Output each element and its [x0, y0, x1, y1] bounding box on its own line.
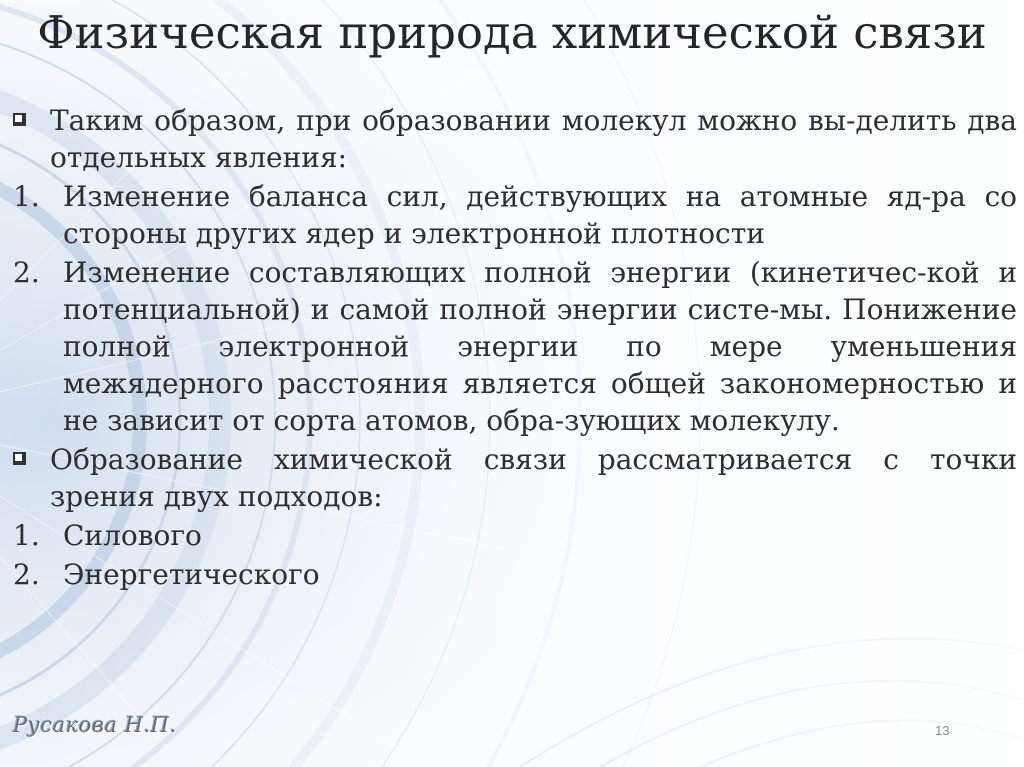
numbered-item — [13, 254, 1017, 439]
list-number: 2. — [13, 256, 40, 289]
list-number: 1. — [13, 180, 40, 213]
slide-title: Физическая природа химической связи — [37, 6, 987, 59]
list-number: 1. — [13, 519, 40, 552]
list-item-text: Силового — [63, 519, 202, 552]
hollow-square-bullet-icon — [13, 452, 26, 465]
page-number: 13 — [935, 723, 950, 738]
list-item-text: Энергетического — [63, 558, 320, 591]
bullet-item — [13, 441, 1017, 515]
list-number: 2. — [13, 558, 40, 591]
numbered-item — [13, 178, 1017, 252]
hollow-square-bullet-icon — [13, 113, 26, 126]
slide-body — [13, 102, 1017, 593]
author-signature: Русакова Н.П. — [13, 713, 177, 737]
bullet-text: Образование химической связи рассматривается с точки зрения двух подходов: — [50, 443, 1017, 513]
numbered-item — [13, 517, 1017, 554]
numbered-item — [13, 556, 1017, 593]
bullet-item — [13, 102, 1017, 176]
bullet-text: Таким образом, при образовании молекул можно вы-делить два отдельных явления: — [50, 104, 1017, 174]
list-item-text: Изменение составляющих полной энергии (кинетичес-кой и потенциальной) и самой полной энергии систе-мы. Понижение полной электронной энергии по мере уменьшения межядерного расстояния является общей закономерностью и не зависит от сорта атомов, обра-зующих молекулу. — [63, 256, 1017, 437]
list-item-text: Изменение баланса сил, действующих на атомные яд-ра со стороны других ядер и электронной плотности — [63, 180, 1017, 250]
